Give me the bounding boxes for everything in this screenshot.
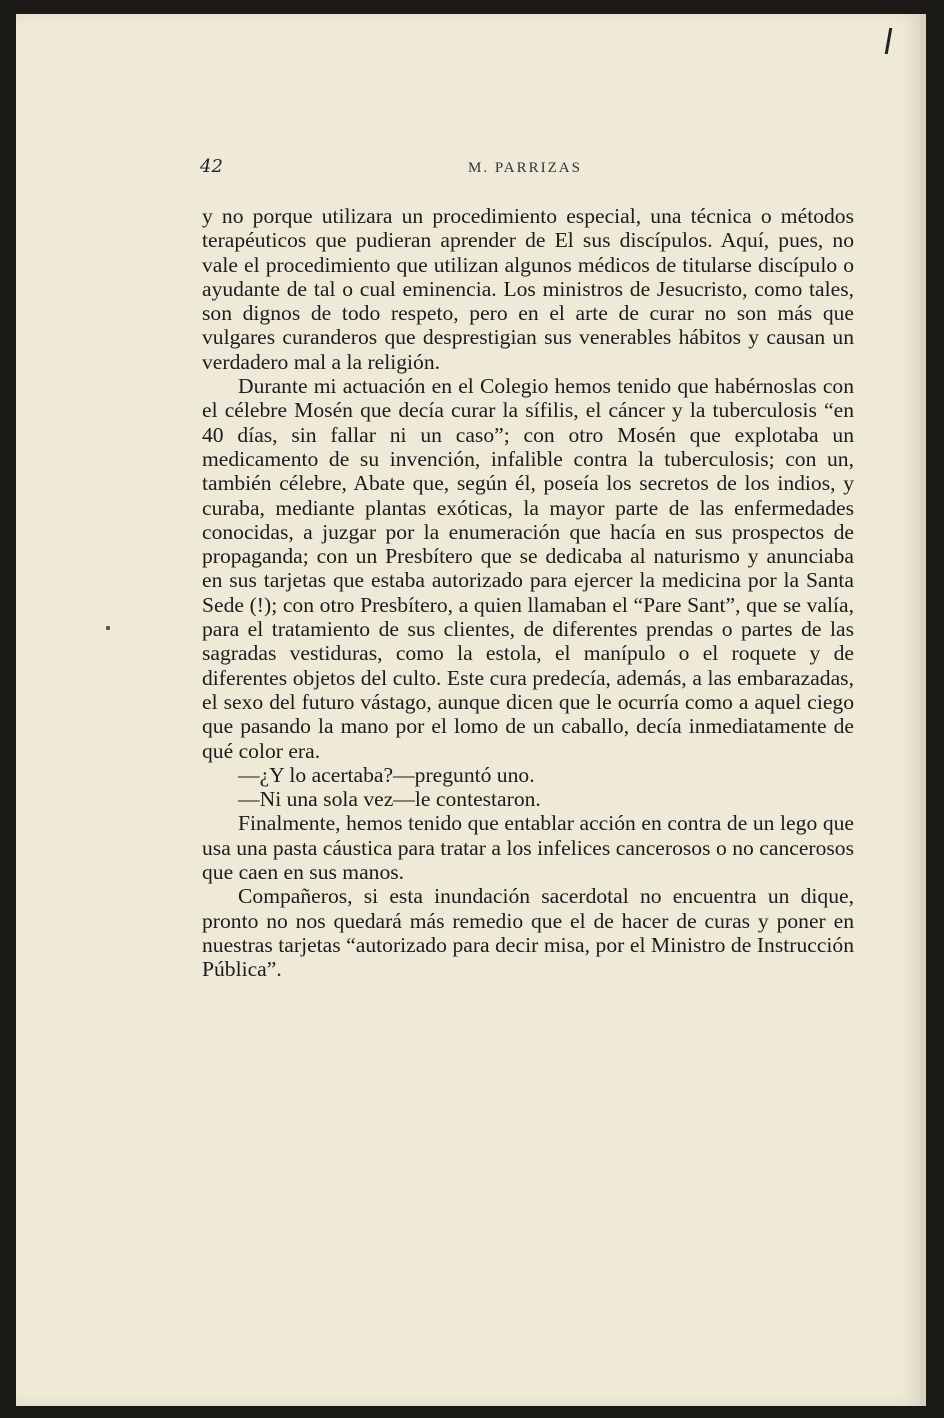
margin-speck [106, 626, 110, 630]
dialogue-answer: —Ni una sola vez—le contestaron. [238, 787, 541, 812]
paragraph-companeros: Compañeros, si esta inundación sacerdotal no encuentra un dique, pronto no nos quedará más remedio que el de hacer de curas y poner en nuestras tarjetas “autorizado para decir misa, por el Ministro de Instrucción Pública”. [202, 884, 854, 982]
body-text [202, 204, 854, 982]
page-number: 42 [200, 156, 223, 177]
paragraph-colegio: Durante mi actuación en el Colegio hemos tenido que habérnoslas con el célebre Mosén que decía curar la sífilis, el cáncer y la tuberculosis “en 40 días, sin fallar ni un caso”; con otro Mosén que explotaba un medicamento de su invención, infalible contra la tuberculosis; con un, también célebre, Abate que, según él, poseía los secretos de los indios, y curaba, mediante plantas exóticas, la mayor parte de las enfermedades conocidas, a juzgar por la enumeración que hacía en sus prospectos de propaganda; con un Presbítero que se dedicaba al naturismo y anunciaba en sus tarjetas que estaba autorizado para ejercer la medicina por la Santa Sede (!); con otro Presbítero, a quien llamaban el “Pare Sant”, que se valía, para el tratamiento de sus clientes, de diferentes prendas o partes de las sagradas vestiduras, como la estola, el manípulo o el roquete y de diferentes objetos del culto. Este cura predecía, además, a las embarazadas, el sexo del futuro vástago, aunque dicen que le ocurría como a aquel ciego que pasando la mano por el lomo de un caballo, decía inmediatamente de qué color era. [202, 374, 854, 763]
dialogue-question: —¿Y lo acertaba?—preguntó uno. [238, 762, 535, 787]
paragraph-continuation: y no porque utilizara un procedimiento especial, una técnica o métodos terapéuticos que pudieran aprender de El sus discípulos. Aquí, pues, no vale el procedimiento que utilizan algunos médicos de titularse discípulo o ayudante de tal o cual eminencia. Los ministros de Jesucristo, como tales, son dignos de todo respeto, pero en el arte de curar no son más que vulgares curanderos que desprestigian sus venerables hábitos y causan un verdadero mal a la religión. [202, 204, 854, 374]
paragraph-lego: Finalmente, hemos tenido que entablar acción en contra de un lego que usa una pasta cáustica para tratar a los infelices cancerosos o no cancerosos que caen en sus manos. [202, 811, 854, 885]
page-corner-mark [885, 28, 893, 54]
running-head: M. PARRIZAS [468, 160, 582, 176]
book-page [16, 14, 926, 1406]
